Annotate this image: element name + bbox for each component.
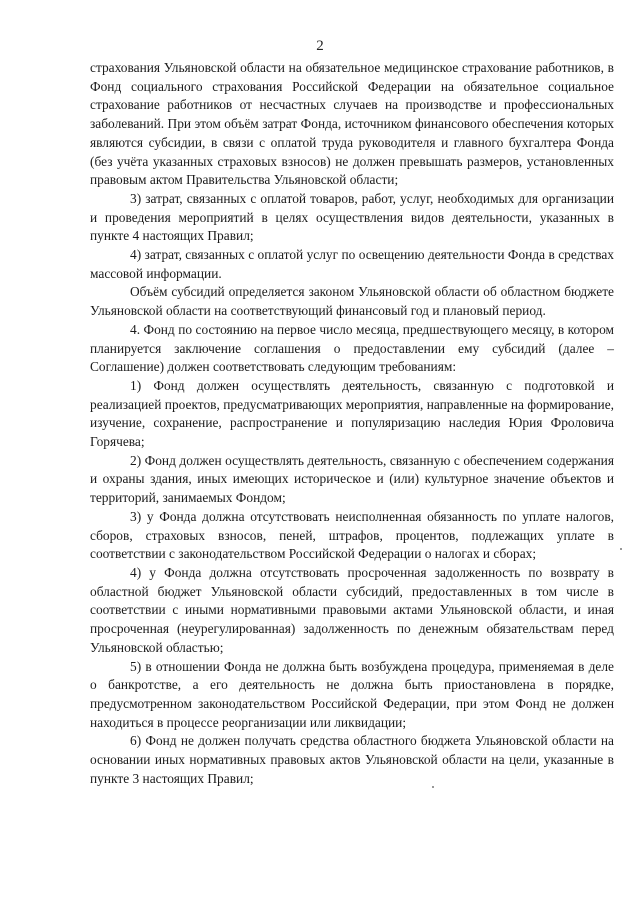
paragraph-requirement-6: 6) Фонд не должен получать средства областного бюджета Ульяновской области на основании иных нормативных правовых актов Ульяновской области на цели, указанные в пункте 3 настоящих Правил; [90, 733, 614, 786]
document-body [90, 59, 614, 788]
scan-speck [432, 786, 434, 788]
paragraph-section-4: 4. Фонд по состоянию на первое число месяца, предшествующего месяцу, в котором планируется заключение соглашения о предоставлении ему субсидий (далее – Соглашение) должен соответствовать следующим требованиям: [90, 321, 614, 375]
paragraph-item-3: 3) затрат, связанных с оплатой товаров, работ, услуг, необходимых для организации и проведения мероприятий в целях осуществления видов деятельности, указанных в пункте 4 настоящих Правил; [90, 190, 614, 244]
paragraph-requirement-1: 1) Фонд должен осуществлять деятельность, связанную с подготовкой и реализацией проектов, предусматривающих мероприятия, направленные на формирование, изучение, сохранение, распространение и популяризацию наследия Юрия Фроловича Горячева; [90, 377, 614, 450]
paragraph-requirement-2: 2) Фонд должен осуществлять деятельность, связанную с обеспечением содержания и охраны здания, иных имеющих историческое и (или) культурное значение объектов и территорий, занимаемых Фондом; [90, 452, 614, 506]
paragraph-item-4: 4) затрат, связанных с оплатой услуг по освещению деятельности Фонда в средствах массовой информации. [90, 247, 614, 281]
paragraph-continuation: страхования Ульяновской области на обязательное медицинское страхование работников, в Фонд социального страхования Российской Федерации на обязательное социальное страхование работников от несчастных случаев на производстве и профессиональных заболеваний. При этом объём затрат Фонда, источником финансового обеспечения которых являются субсидии, в связи с оплатой труда руководителя и главного бухгалтера Фонда (без учёта указанных страховых взносов) не должен превышать размеров, установленных правовым актом Правительства Ульяновской области; [90, 60, 614, 188]
page-number: 2 [316, 38, 324, 54]
paragraph-subsidy-volume: Объём субсидий определяется законом Ульяновской области об областном бюджете Ульяновской области на соответствующий финансовый год и плановый период. [90, 284, 614, 319]
scan-speck [620, 548, 622, 550]
paragraph-requirement-3: 3) у Фонда должна отсутствовать неисполненная обязанность по уплате налогов, сборов, страховых взносов, пеней, штрафов, процентов, подлежащих уплате в соответствии с законодательством Российской Федерации о налогах и сборах; [90, 508, 614, 562]
paragraph-requirement-5: 5) в отношении Фонда не должна быть возбуждена процедура, применяемая в деле о банкротстве, а его деятельность не должна быть приостановлена в порядке, предусмотренном законодательством Российской Федерации, при этом Фонд не должен находиться в процессе реорганизации или ликвидации; [90, 658, 614, 730]
paragraph-requirement-4: 4) у Фонда должна отсутствовать просроченная задолженность по возврату в областной бюджет Ульяновской области субсидий, предоставленных в том числе в соответствии с иными нормативными правовыми актами Ульяновской области, и иная просроченная (неурегулированная) задолженность по денежным обязательствам перед Ульяновской областью; [90, 564, 614, 655]
